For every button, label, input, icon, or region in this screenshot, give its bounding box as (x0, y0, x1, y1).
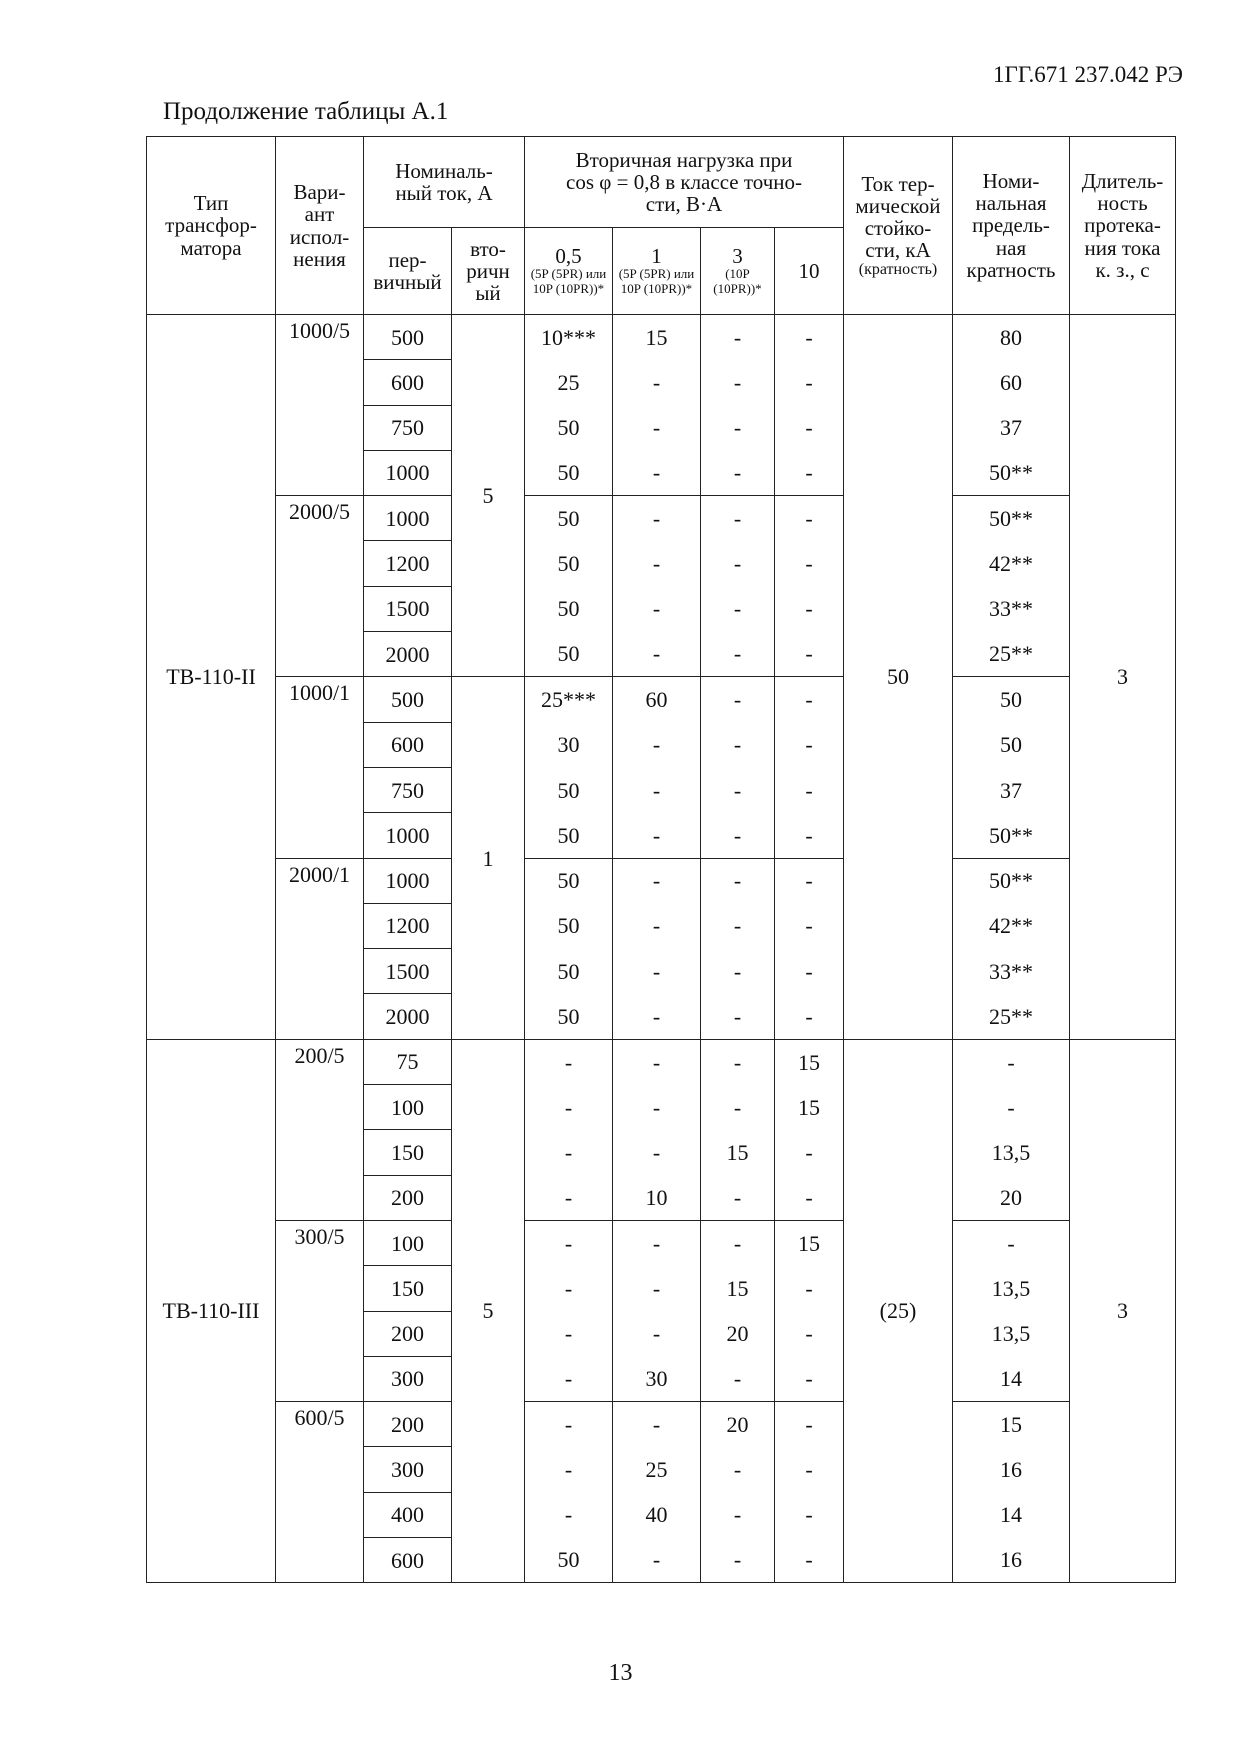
cell-load-c10: - (775, 405, 844, 450)
cell-limit-ratio: 14 (953, 1356, 1070, 1401)
cell-load-c3: 15 (701, 1130, 775, 1175)
cell-limit-ratio: - (953, 1220, 1070, 1265)
cell-load-c10: - (775, 360, 844, 405)
cell-primary-current: 600 (364, 1538, 452, 1583)
cell-load-c10: - (775, 541, 844, 586)
cell-primary-current: 750 (364, 405, 452, 450)
cell-load-c3: - (701, 405, 775, 450)
header-limit-ratio: Номи- нальная предель- ная кратность (953, 137, 1070, 315)
cell-load-c05: - (525, 1220, 613, 1265)
cell-load-c05: - (525, 1266, 613, 1311)
cell-primary-current: 500 (364, 315, 452, 360)
cell-load-c1: - (613, 450, 701, 495)
cell-load-c10: - (775, 722, 844, 767)
cell-load-c10: - (775, 1402, 844, 1447)
header-secondary-load: Вторичная нагрузка при cos φ = 0,8 в классе точно- сти, В·А (525, 137, 844, 228)
cell-load-c1: - (613, 1538, 701, 1583)
cell-limit-ratio: 25** (953, 994, 1070, 1039)
cell-load-c1: - (613, 1220, 701, 1265)
cell-secondary-current: 5 (452, 315, 525, 677)
cell-load-c3: - (701, 1356, 775, 1401)
cell-load-c10: - (775, 813, 844, 858)
cell-variant: 300/5 (276, 1220, 364, 1401)
cell-limit-ratio: 37 (953, 405, 1070, 450)
cell-primary-current: 1500 (364, 949, 452, 994)
cell-load-c3: - (701, 1492, 775, 1537)
cell-load-c05: 50 (525, 903, 613, 948)
cell-load-c05: - (525, 1447, 613, 1492)
cell-load-c05: - (525, 1402, 613, 1447)
cell-load-c05: 50 (525, 1538, 613, 1583)
cell-variant: 2000/1 (276, 858, 364, 1039)
cell-primary-current: 100 (364, 1085, 452, 1130)
cell-load-c10: - (775, 450, 844, 495)
cell-load-c1: - (613, 994, 701, 1039)
cell-limit-ratio: - (953, 1085, 1070, 1130)
cell-load-c10: - (775, 858, 844, 903)
page-number: 13 (608, 1660, 633, 1686)
cell-primary-current: 2000 (364, 632, 452, 677)
cell-limit-ratio: 15 (953, 1402, 1070, 1447)
cell-load-c10: - (775, 315, 844, 360)
table-row (147, 1402, 1176, 1447)
cell-load-c10: - (775, 1311, 844, 1356)
cell-load-c3: - (701, 586, 775, 631)
cell-limit-ratio: 16 (953, 1538, 1070, 1583)
cell-load-c3: - (701, 1039, 775, 1084)
cell-load-c3: - (701, 767, 775, 812)
cell-transformer-type: ТВ-110-II (147, 315, 276, 1040)
cell-load-c10: - (775, 1356, 844, 1401)
cell-limit-ratio: 25** (953, 632, 1070, 677)
cell-load-c1: - (613, 858, 701, 903)
cell-variant: 2000/5 (276, 496, 364, 677)
cell-load-c05: 30 (525, 722, 613, 767)
cell-load-c05: 50 (525, 405, 613, 450)
cell-load-c05: 50 (525, 450, 613, 495)
header-class-1: 1 (5P (5PR) или 10P (10PR))* (613, 228, 701, 315)
cell-primary-current: 2000 (364, 994, 452, 1039)
cell-load-c10: - (775, 1130, 844, 1175)
cell-load-c1: - (613, 1266, 701, 1311)
cell-primary-current: 1200 (364, 541, 452, 586)
cell-load-c3: - (701, 1085, 775, 1130)
cell-load-c05: - (525, 1039, 613, 1084)
cell-load-c05: - (525, 1085, 613, 1130)
cell-load-c10: - (775, 1538, 844, 1583)
table-body (147, 315, 1176, 1583)
cell-primary-current: 600 (364, 360, 452, 405)
cell-load-c3: - (701, 1447, 775, 1492)
cell-load-c3: - (701, 360, 775, 405)
cell-load-c3: - (701, 315, 775, 360)
cell-load-c3: - (701, 994, 775, 1039)
table-row (147, 858, 1176, 903)
cell-load-c3: - (701, 1538, 775, 1583)
cell-variant: 600/5 (276, 1402, 364, 1583)
cell-load-c05: 50 (525, 994, 613, 1039)
cell-load-c05: 50 (525, 496, 613, 541)
cell-limit-ratio: 13,5 (953, 1266, 1070, 1311)
cell-load-c1: - (613, 1402, 701, 1447)
cell-load-c1: - (613, 586, 701, 631)
cell-primary-current: 500 (364, 677, 452, 722)
cell-load-c05: 50 (525, 541, 613, 586)
cell-load-c1: 15 (613, 315, 701, 360)
cell-duration: 3 (1070, 1039, 1176, 1583)
cell-load-c1: - (613, 767, 701, 812)
cell-limit-ratio: 50** (953, 858, 1070, 903)
cell-load-c10: - (775, 1266, 844, 1311)
cell-load-c1: - (613, 405, 701, 450)
cell-load-c05: - (525, 1492, 613, 1537)
cell-load-c1: 25 (613, 1447, 701, 1492)
cell-limit-ratio: 60 (953, 360, 1070, 405)
cell-primary-current: 200 (364, 1402, 452, 1447)
header-class-0-5: 0,5 (5P (5PR) или 10P (10PR))* (525, 228, 613, 315)
cell-load-c3: - (701, 858, 775, 903)
cell-load-c1: - (613, 541, 701, 586)
cell-load-c1: 10 (613, 1175, 701, 1220)
cell-load-c10: - (775, 586, 844, 631)
header-class-10: 10 (775, 228, 844, 315)
cell-primary-current: 1000 (364, 858, 452, 903)
cell-primary-current: 1000 (364, 450, 452, 495)
cell-primary-current: 600 (364, 722, 452, 767)
cell-primary-current: 1200 (364, 903, 452, 948)
cell-load-c05: 50 (525, 586, 613, 631)
table-row (147, 677, 1176, 722)
cell-limit-ratio: 50 (953, 722, 1070, 767)
cell-primary-current: 1500 (364, 586, 452, 631)
cell-load-c10: - (775, 1492, 844, 1537)
cell-load-c1: - (613, 949, 701, 994)
cell-load-c1: 30 (613, 1356, 701, 1401)
cell-load-c3: - (701, 677, 775, 722)
cell-load-c05: 50 (525, 949, 613, 994)
cell-load-c10: - (775, 767, 844, 812)
cell-limit-ratio: 50** (953, 450, 1070, 495)
cell-load-c10: - (775, 903, 844, 948)
cell-primary-current: 750 (364, 767, 452, 812)
cell-primary-current: 400 (364, 1492, 452, 1537)
cell-primary-current: 1000 (364, 813, 452, 858)
cell-load-c05: 25 (525, 360, 613, 405)
cell-load-c05: 50 (525, 767, 613, 812)
table-header (147, 137, 1176, 315)
cell-secondary-current: 5 (452, 1039, 525, 1583)
cell-load-c3: - (701, 813, 775, 858)
header-duration: Длитель- ность протека- ния тока к. з., с (1070, 137, 1176, 315)
table-caption: Продолжение таблицы А.1 (163, 98, 449, 125)
cell-limit-ratio: 13,5 (953, 1311, 1070, 1356)
table-row (147, 1220, 1176, 1265)
cell-limit-ratio: 42** (953, 541, 1070, 586)
cell-load-c10: 15 (775, 1220, 844, 1265)
cell-variant: 1000/1 (276, 677, 364, 858)
cell-load-c3: - (701, 1220, 775, 1265)
cell-load-c05: 50 (525, 813, 613, 858)
cell-load-c3: 20 (701, 1311, 775, 1356)
cell-limit-ratio: 20 (953, 1175, 1070, 1220)
cell-primary-current: 150 (364, 1266, 452, 1311)
cell-primary-current: 150 (364, 1130, 452, 1175)
header-thermal-current: Ток тер- мической стойко- сти, кА (кратность) (844, 137, 953, 315)
cell-limit-ratio: 33** (953, 949, 1070, 994)
cell-load-c1: - (613, 903, 701, 948)
cell-load-c3: - (701, 541, 775, 586)
cell-load-c1: - (613, 496, 701, 541)
cell-load-c3: - (701, 632, 775, 677)
cell-load-c1: 40 (613, 1492, 701, 1537)
cell-load-c1: - (613, 1039, 701, 1084)
cell-load-c05: 50 (525, 858, 613, 903)
cell-limit-ratio: 42** (953, 903, 1070, 948)
cell-limit-ratio: 50 (953, 677, 1070, 722)
cell-transformer-type: ТВ-110-III (147, 1039, 276, 1583)
cell-load-c05: - (525, 1130, 613, 1175)
header-nominal-current: Номиналь- ный ток, А (364, 137, 525, 228)
cell-load-c1: - (613, 1130, 701, 1175)
header-secondary: вто- ричн ый (452, 228, 525, 315)
cell-duration: 3 (1070, 315, 1176, 1040)
cell-load-c3: - (701, 450, 775, 495)
cell-limit-ratio: 80 (953, 315, 1070, 360)
cell-thermal-current: 50 (844, 315, 953, 1040)
cell-load-c1: - (613, 1311, 701, 1356)
cell-primary-current: 100 (364, 1220, 452, 1265)
transformer-spec-table (146, 136, 1176, 1583)
cell-limit-ratio: 50** (953, 496, 1070, 541)
cell-load-c10: 15 (775, 1085, 844, 1130)
cell-limit-ratio: 37 (953, 767, 1070, 812)
cell-thermal-current: (25) (844, 1039, 953, 1583)
cell-primary-current: 300 (364, 1356, 452, 1401)
cell-load-c1: - (613, 722, 701, 767)
header-type: Тип трансфор- матора (147, 137, 276, 315)
cell-load-c05: - (525, 1311, 613, 1356)
cell-load-c10: - (775, 1175, 844, 1220)
cell-primary-current: 200 (364, 1175, 452, 1220)
cell-load-c05: - (525, 1175, 613, 1220)
cell-limit-ratio: 50** (953, 813, 1070, 858)
cell-load-c10: - (775, 677, 844, 722)
cell-load-c10: - (775, 1447, 844, 1492)
cell-load-c1: - (613, 360, 701, 405)
cell-load-c10: - (775, 994, 844, 1039)
cell-load-c1: - (613, 813, 701, 858)
cell-load-c3: - (701, 722, 775, 767)
cell-load-c10: - (775, 496, 844, 541)
cell-load-c10: 15 (775, 1039, 844, 1084)
header-variant: Вари- ант испол- нения (276, 137, 364, 315)
header-class-3: 3 (10P (10PR))* (701, 228, 775, 315)
cell-load-c10: - (775, 632, 844, 677)
cell-primary-current: 300 (364, 1447, 452, 1492)
cell-load-c1: - (613, 632, 701, 677)
cell-load-c10: - (775, 949, 844, 994)
table-row (147, 496, 1176, 541)
cell-secondary-current: 1 (452, 677, 525, 1039)
cell-limit-ratio: 16 (953, 1447, 1070, 1492)
cell-load-c3: - (701, 1175, 775, 1220)
cell-load-c05: 10*** (525, 315, 613, 360)
cell-primary-current: 200 (364, 1311, 452, 1356)
cell-limit-ratio: 33** (953, 586, 1070, 631)
cell-load-c1: 60 (613, 677, 701, 722)
table-row (147, 1039, 1176, 1084)
document-number: 1ГГ.671 237.042 РЭ (993, 62, 1183, 87)
cell-variant: 1000/5 (276, 315, 364, 496)
cell-load-c1: - (613, 1085, 701, 1130)
header-primary: пер- вичный (364, 228, 452, 315)
cell-limit-ratio: - (953, 1039, 1070, 1084)
cell-load-c05: 50 (525, 632, 613, 677)
cell-load-c05: - (525, 1356, 613, 1401)
cell-primary-current: 75 (364, 1039, 452, 1084)
cell-limit-ratio: 13,5 (953, 1130, 1070, 1175)
cell-variant: 200/5 (276, 1039, 364, 1220)
cell-load-c3: 20 (701, 1402, 775, 1447)
table-row (147, 315, 1176, 360)
cell-limit-ratio: 14 (953, 1492, 1070, 1537)
cell-load-c05: 25*** (525, 677, 613, 722)
cell-load-c3: - (701, 496, 775, 541)
cell-load-c3: - (701, 903, 775, 948)
cell-primary-current: 1000 (364, 496, 452, 541)
cell-load-c3: - (701, 949, 775, 994)
cell-load-c3: 15 (701, 1266, 775, 1311)
